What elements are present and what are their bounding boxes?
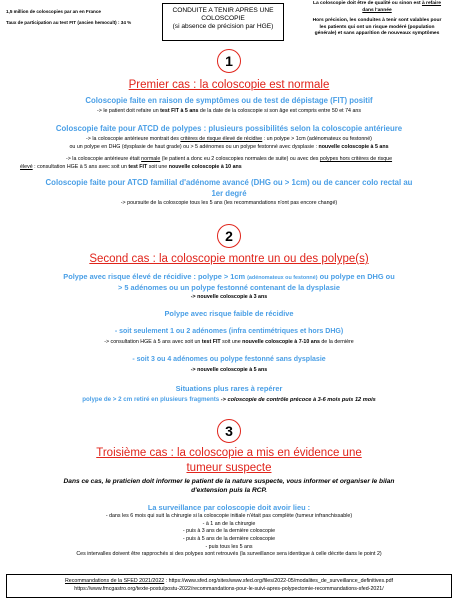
- surveillance-item: - dans les 6 mois qui suit la chirurgie si la coloscopie initiale n'était pas complète (tumeur infranchissable): [105, 513, 353, 519]
- case1-sub2-line2: ou un polype en DHG (dysplasie de haut grade) ou > 5 adénomes ou un polype festonné avec dysplasie : nouvelle coloscopie à 5 ans: [69, 144, 389, 150]
- page-title-line1: CONDUITE A TENIR APRES UNE: [172, 7, 274, 14]
- reference-link-fmcgastro[interactable]: https://www.fmcgastro.org/texte-postu/postu-2022/recommandations-pour-le-suivi-apres-polypectomie-recommandations-sfed-2021/: [74, 585, 384, 592]
- case2-low-risk-title: Polype avec risque faible de récidive: [164, 309, 294, 318]
- case1-sub2-line4: élevé : consultation HGE à 5 ans avec soit un test FIT soit une nouvelle coloscopie à 10 ans: [20, 164, 242, 170]
- surveillance-item: - à 1 an de la chirurgie: [202, 520, 256, 527]
- case2-low2-action: -> nouvelle coloscopie à 5 ans: [190, 367, 268, 373]
- surveillance-note: Ces intervalles doivent être rapprochés si des polypes sont retrouvés (la surveillance sera identique à celle décrite dans le point 2): [76, 551, 382, 558]
- case2-title: Second cas : la coloscopie montre un ou des polype(s): [89, 253, 369, 265]
- reference-link-sfed[interactable]: : https://www.sfed.org/sites/www.sfed.org/files/2022-05/modalites_de_surveillance_definitives.pdf: [164, 578, 393, 584]
- stat-fit-participation: Taux de participation au test FIT (ancien hemocult) : 34 %: [6, 19, 132, 25]
- surveillance-item: - puis à 5 ans de la dernière coloscopie: [182, 536, 276, 543]
- reference-line1: [7, 578, 451, 586]
- header-stats: [6, 9, 146, 30]
- case1-sub2-line1: -> la coloscopie antérieure montrait des critères de risque élevé de récidive : un polype > 1cm (adénomateux ou festonné): [86, 136, 372, 142]
- case1-sub1-text: -> le patient doit refaire un test FIT à 5 ans de la date de la coloscopie si son âge est compris entre 50 et 74 ans: [97, 108, 361, 114]
- header-notes: [300, 1, 454, 42]
- case3-surveillance-list: [0, 513, 458, 559]
- quality-note: La coloscopie doit être de qualité ou sinon est à refaire dans l'année: [312, 1, 442, 13]
- reference-label: Recommandations de la SFED 2021/2022: [64, 578, 165, 584]
- page-title-box: [162, 3, 284, 41]
- case3-title: Troisième cas : la coloscopie a mis en évidence une tumeur suspecte: [96, 447, 362, 474]
- case1-sub2-line3: -> la coloscopie antérieure était normale (le patient a donc eu 2 coloscopies normales de suite) ou avec des polypes hors critères de risque: [65, 156, 393, 162]
- page-title-line2: COLOSCOPIE: [201, 14, 245, 22]
- case1-number-circle: 1: [217, 49, 241, 73]
- case3-surveillance-title: La surveillance par coloscopie doit avoir lieu :: [147, 503, 311, 512]
- case3-intro: Dans ce cas, le praticien doit informer le patient de la nature suspecte, vous informer et organiser le bilan d'extension puis la RCP.: [63, 478, 395, 495]
- surveillance-item: - puis tous les 5 ans: [205, 543, 253, 550]
- case1-title: Premier cas : la coloscopie est normale: [128, 79, 330, 91]
- validity-note: Hors précision, les conduites à tenir sont valables pour les patients qui ont un risque modéré (population générale) et sans apparition de nouveaux symptômes: [312, 18, 442, 37]
- case2-number-circle: 2: [217, 224, 241, 248]
- case2-rare-line: polype de > 2 cm retiré en plusieurs fragments -> coloscopie de contrôle précoce à 3-6 mois puis 12 mois: [82, 396, 376, 403]
- case2-low2-title: - soit 3 ou 4 adénomes ou polype festonné sans dysplasie: [132, 356, 326, 363]
- stat-coloscopies: 1,5 million de coloscopies par an en France: [6, 9, 101, 14]
- case1-sub1-title: Coloscopie faite en raison de symptômes ou de test de dépistage (FIT) positif: [85, 96, 373, 105]
- case2-high-risk: Polype avec risque élevé de récidive : polype > 1cm (adénomateux ou festonné) ou polype en DHG ou > 5 adénomes ou un polype festonné contenant de la dysplasie: [63, 272, 395, 292]
- surveillance-item: - puis à 3 ans de la dernière coloscopie: [182, 528, 276, 535]
- case2-high-risk-action: -> nouvelle coloscopie à 3 ans: [190, 294, 268, 300]
- case2-low1-title: - soit seulement 1 ou 2 adénomes (infra centimétriques et hors DHG): [114, 328, 344, 335]
- case1-sub3-title: Coloscopie faite pour ATCD familial d'adénome avancé (DHG ou > 1cm) ou de cancer colo rectal au 1er degré: [45, 178, 413, 198]
- references-box: [6, 574, 452, 598]
- case2-low1-action: -> consultation HGE à 5 ans avec soit un test FIT soit une nouvelle coloscopie à 7-10 ans de la dernière: [104, 339, 354, 345]
- case2-rare-title: Situations plus rares à repérer: [175, 384, 283, 393]
- case1-sub3-text: -> poursuite de la coloscopie tous les 5 ans (les recommandations n'ont pas encore changé): [120, 200, 338, 206]
- case1-sub2-title: Coloscopie faite pour ATCD de polypes : plusieurs possibilités selon la coloscopie antérieure: [55, 124, 403, 133]
- page-title-line3: (si absence de précision par HGE): [172, 22, 274, 30]
- case3-number-circle: 3: [217, 419, 241, 443]
